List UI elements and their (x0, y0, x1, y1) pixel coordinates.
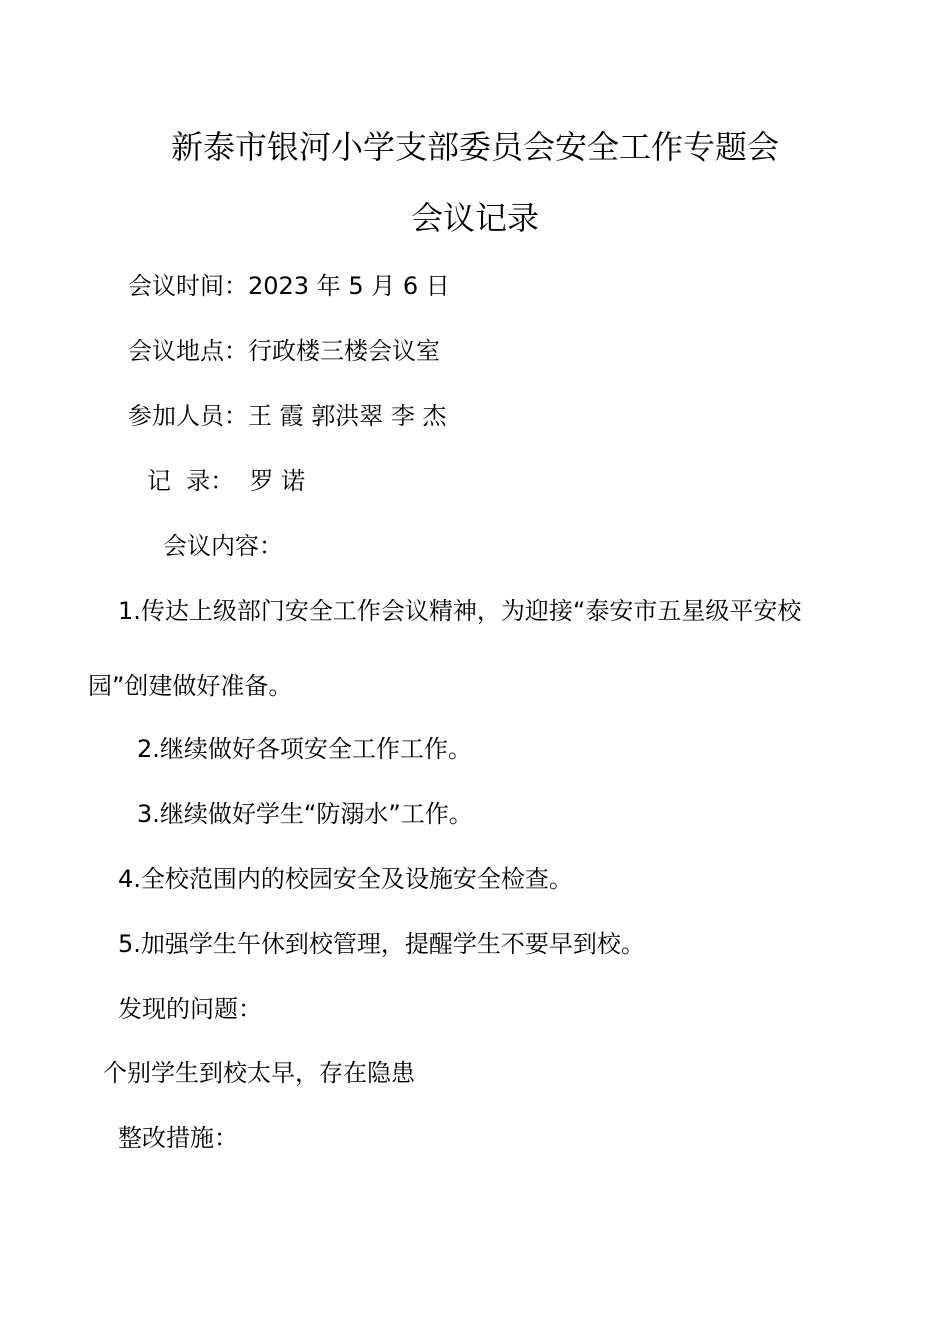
document-title-line1: 新泰市银河小学支部委员会安全工作专题会 (170, 128, 779, 166)
content-item-1-continued: 园”创建做好准备。 (88, 672, 293, 700)
content-heading: 会议内容： (163, 532, 283, 560)
content-item-1: 1.传达上级部门安全工作会议精神，为迎接“泰安市五星级平安校 (118, 597, 802, 625)
meeting-attendees: 参加人员：王 霞 郭洪翠 李 杰 (128, 402, 447, 430)
content-item-5: 5.加强学生午休到校管理，提醒学生不要早到校。 (118, 930, 645, 958)
document-title-line2: 会议记录 (410, 199, 539, 237)
meeting-recorder: 记 录： 罗 诺 (147, 467, 306, 495)
measures-heading: 整改措施： (118, 1124, 238, 1152)
content-item-2: 2.继续做好各项安全工作工作。 (137, 735, 472, 763)
meeting-place: 会议地点：行政楼三楼会议室 (128, 337, 440, 365)
issues-text: 个别学生到校太早，存在隐患 (103, 1059, 415, 1087)
issues-heading: 发现的问题： (118, 995, 262, 1023)
content-item-3: 3.继续做好学生“防溺水”工作。 (137, 800, 473, 828)
content-item-4: 4.全校范围内的校园安全及设施安全检查。 (118, 865, 573, 893)
meeting-time: 会议时间：2023 年 5 月 6 日 (128, 272, 450, 300)
